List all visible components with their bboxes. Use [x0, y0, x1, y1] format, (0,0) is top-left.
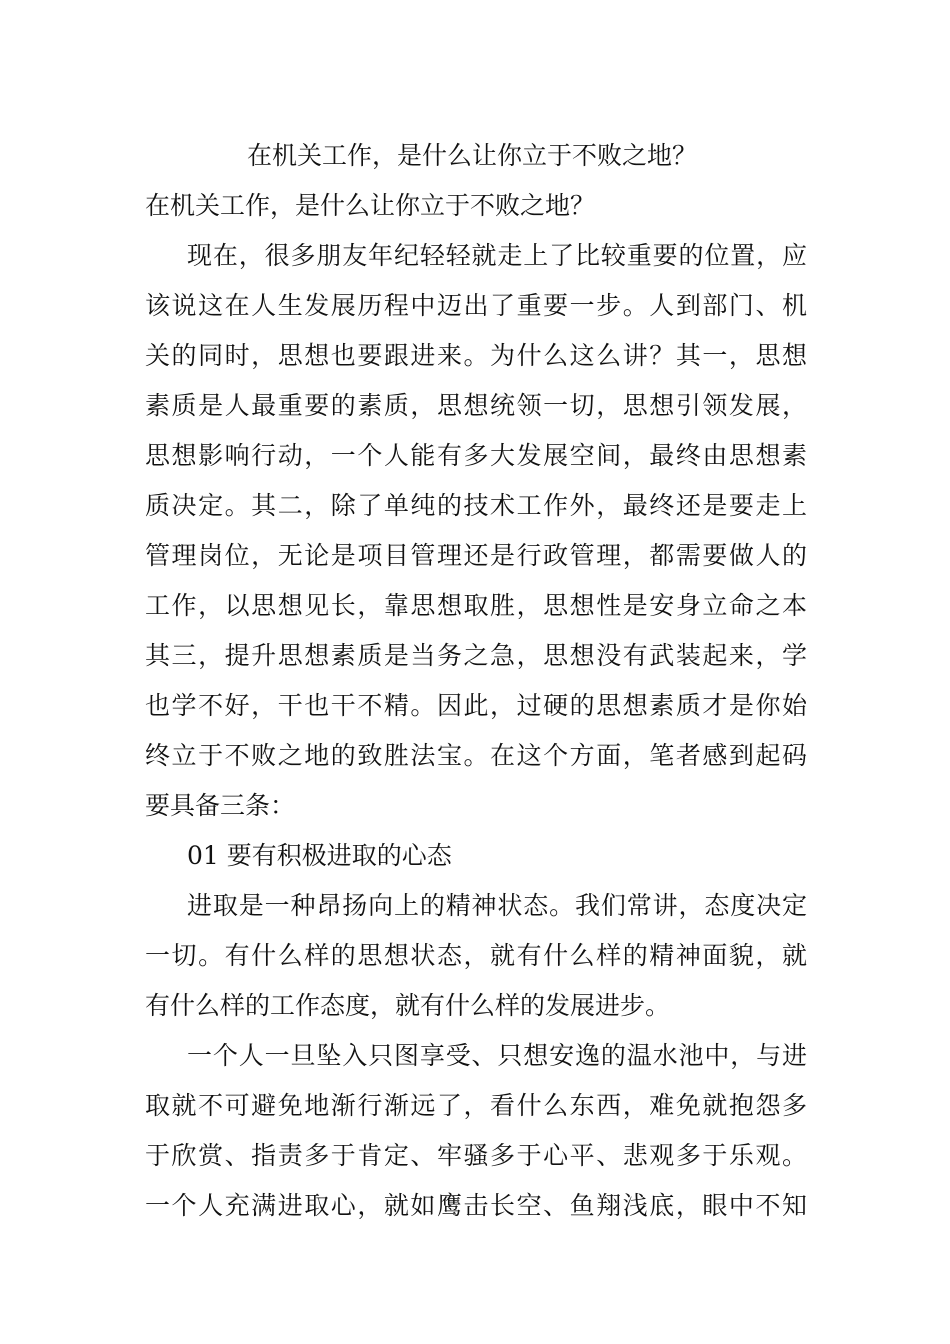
- paragraph-line: 取就不可避免地渐行渐远了，看什么东西，难免就抱怨多: [145, 1091, 807, 1120]
- paragraph-line: 管理岗位，无论是项目管理还是行政管理，都需要做人的: [145, 541, 807, 570]
- paragraph-line: 一切。有什么样的思想状态，就有什么样的精神面貌，就: [145, 941, 807, 970]
- paragraph-line: 现在，很多朋友年纪轻轻就走上了比较重要的位置，应: [187, 241, 807, 270]
- paragraph-line: 进取是一种昂扬向上的精神状态。我们常讲，态度决定: [187, 891, 807, 920]
- paragraph-line: 于欣赏、指责多于肯定、牢骚多于心平、悲观多于乐观。: [145, 1141, 807, 1170]
- paragraph-progress: [145, 881, 807, 1031]
- paragraph-line: 其三，提升思想素质是当务之急，思想没有武装起来，学: [145, 641, 807, 670]
- paragraph-line: 也学不好，干也干不精。因此，过硬的思想素质才是你始: [145, 691, 807, 720]
- paragraph-line: 思想影响行动，一个人能有多大发展空间，最终由思想素: [145, 441, 807, 470]
- paragraph-line: 一个人充满进取心，就如鹰击长空、鱼翔浅底，眼中不知: [145, 1191, 807, 1220]
- paragraph-line: 要具备三条：: [145, 791, 296, 820]
- subtitle-line: 在机关工作，是什么让你立于不败之地？: [145, 191, 596, 220]
- paragraph-line: 素质是人最重要的素质，思想统领一切，思想引领发展，: [145, 391, 807, 420]
- paragraph-intro: [145, 231, 807, 831]
- paragraph-line: 工作，以思想见长，靠思想取胜，思想性是安身立命之本: [145, 591, 807, 620]
- paragraph-line: 关的同时，思想也要跟进来。为什么这么讲？其一，思想: [145, 341, 807, 370]
- paragraph-line: 有什么样的工作态度，就有什么样的发展进步。: [145, 991, 671, 1020]
- paragraph-line: 终立于不败之地的致胜法宝。在这个方面，笔者感到起码: [145, 741, 807, 770]
- page-title: 在机关工作，是什么让你立于不败之地？: [247, 141, 698, 170]
- paragraph-line: 质决定。其二，除了单纯的技术工作外，最终还是要走上: [145, 491, 807, 520]
- paragraph-comfort: [145, 1031, 807, 1231]
- section-heading: 01 要有积极进取的心态: [187, 841, 452, 870]
- paragraph-line: 该说这在人生发展历程中迈出了重要一步。人到部门、机: [145, 291, 807, 320]
- paragraph-line: 一个人一旦坠入只图享受、只想安逸的温水池中，与进: [187, 1041, 807, 1070]
- document-body: [145, 131, 807, 1231]
